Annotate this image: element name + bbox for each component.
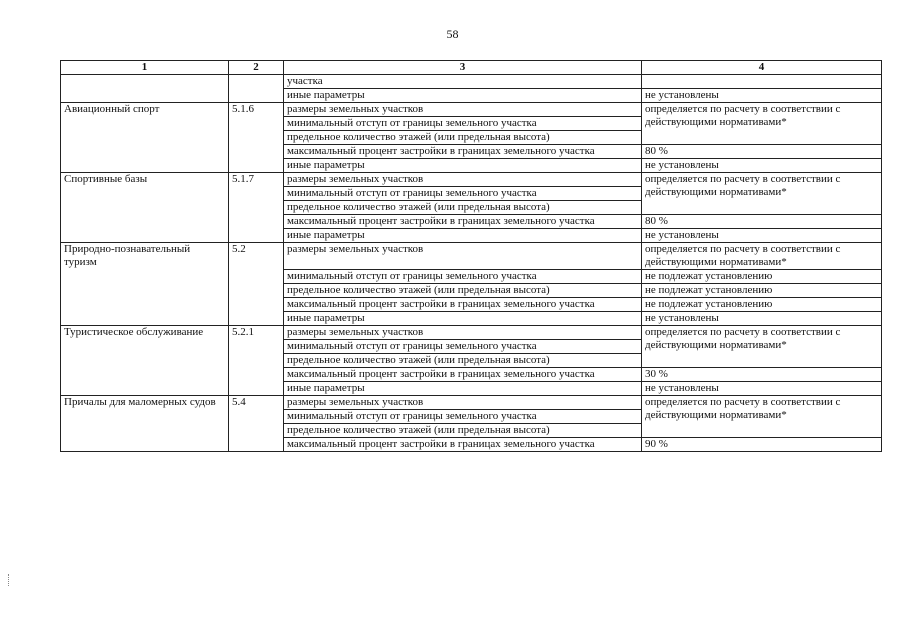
value-cell: не подлежат установлению <box>642 298 882 312</box>
activity-name-cell: Причалы для маломерных судов <box>61 396 229 452</box>
parameter-cell: максимальный процент застройки в границах земельного участка <box>284 368 642 382</box>
parameter-cell: иные параметры <box>284 159 642 173</box>
parameter-cell: участка <box>284 75 642 89</box>
parameter-cell: предельное количество этажей (или предельная высота) <box>284 354 642 368</box>
parameter-cell: минимальный отступ от границы земельного участка <box>284 270 642 284</box>
parameter-cell: размеры земельных участков <box>284 396 642 410</box>
value-cell: не установлены <box>642 159 882 173</box>
table-row <box>61 173 882 187</box>
activity-name-cell: Спортивные базы <box>61 173 229 243</box>
code-cell <box>229 75 284 103</box>
parameter-cell: минимальный отступ от границы земельного участка <box>284 340 642 354</box>
table-row <box>61 103 882 117</box>
parameter-cell: максимальный процент застройки в границах земельного участка <box>284 298 642 312</box>
land-use-regulations-table <box>60 60 882 452</box>
activity-name-cell: Туристическое обслуживание <box>61 326 229 396</box>
value-cell: 80 % <box>642 215 882 229</box>
page-number: 58 <box>446 27 459 41</box>
parameter-cell: иные параметры <box>284 382 642 396</box>
activity-name-cell: Природно-познавательный туризм <box>61 243 229 326</box>
column-header-2: 2 <box>229 61 284 75</box>
value-cell: 90 % <box>642 438 882 452</box>
parameter-cell: предельное количество этажей (или предельная высота) <box>284 284 642 298</box>
parameter-cell: иные параметры <box>284 312 642 326</box>
activity-code-cell: 5.1.6 <box>229 103 284 173</box>
column-header-3: 3 <box>284 61 642 75</box>
value-cell: не установлены <box>642 382 882 396</box>
column-header-1: 1 <box>61 61 229 75</box>
parameter-cell: минимальный отступ от границы земельного участка <box>284 187 642 201</box>
value-cell: определяется по расчету в соответствии с действующими нормативами* <box>642 326 882 368</box>
value-cell: определяется по расчету в соответствии с действующими нормативами* <box>642 173 882 215</box>
parameter-cell: размеры земельных участков <box>284 243 642 270</box>
parameter-cell: предельное количество этажей (или предельная высота) <box>284 424 642 438</box>
table-row <box>61 75 882 89</box>
value-cell: определяется по расчету в соответствии с действующими нормативами* <box>642 243 882 270</box>
value-cell: не установлены <box>642 229 882 243</box>
value-cell: 80 % <box>642 145 882 159</box>
table-row <box>61 396 882 410</box>
value-cell: определяется по расчету в соответствии с действующими нормативами* <box>642 396 882 438</box>
column-header-4: 4 <box>642 61 882 75</box>
value-cell: 30 % <box>642 368 882 382</box>
value-cell: не установлены <box>642 312 882 326</box>
table-row <box>61 243 882 270</box>
activity-name-cell: Авиационный спорт <box>61 103 229 173</box>
activity-code-cell: 5.4 <box>229 396 284 452</box>
parameter-cell: максимальный процент застройки в границах земельного участка <box>284 438 642 452</box>
table-header-row <box>61 61 882 75</box>
parameter-cell: минимальный отступ от границы земельного участка <box>284 410 642 424</box>
activity-code-cell: 5.1.7 <box>229 173 284 243</box>
value-cell <box>642 75 882 89</box>
parameter-cell: минимальный отступ от границы земельного участка <box>284 117 642 131</box>
parameter-cell: размеры земельных участков <box>284 103 642 117</box>
parameter-cell: размеры земельных участков <box>284 173 642 187</box>
activity-code-cell: 5.2.1 <box>229 326 284 396</box>
parameter-cell: иные параметры <box>284 229 642 243</box>
parameter-cell: иные параметры <box>284 89 642 103</box>
parameter-cell: предельное количество этажей (или предельная высота) <box>284 131 642 145</box>
activity-code-cell: 5.2 <box>229 243 284 326</box>
value-cell: не подлежат установлению <box>642 270 882 284</box>
parameter-cell: предельное количество этажей (или предельная высота) <box>284 201 642 215</box>
parameter-cell: максимальный процент застройки в границах земельного участка <box>284 145 642 159</box>
parameter-cell: размеры земельных участков <box>284 326 642 340</box>
value-cell: не установлены <box>642 89 882 103</box>
value-cell: определяется по расчету в соответствии с действующими нормативами* <box>642 103 882 145</box>
table-row <box>61 326 882 340</box>
binding-margin-mark <box>8 574 11 586</box>
activity-cell <box>61 75 229 103</box>
parameter-cell: максимальный процент застройки в границах земельного участка <box>284 215 642 229</box>
value-cell: не подлежат установлению <box>642 284 882 298</box>
